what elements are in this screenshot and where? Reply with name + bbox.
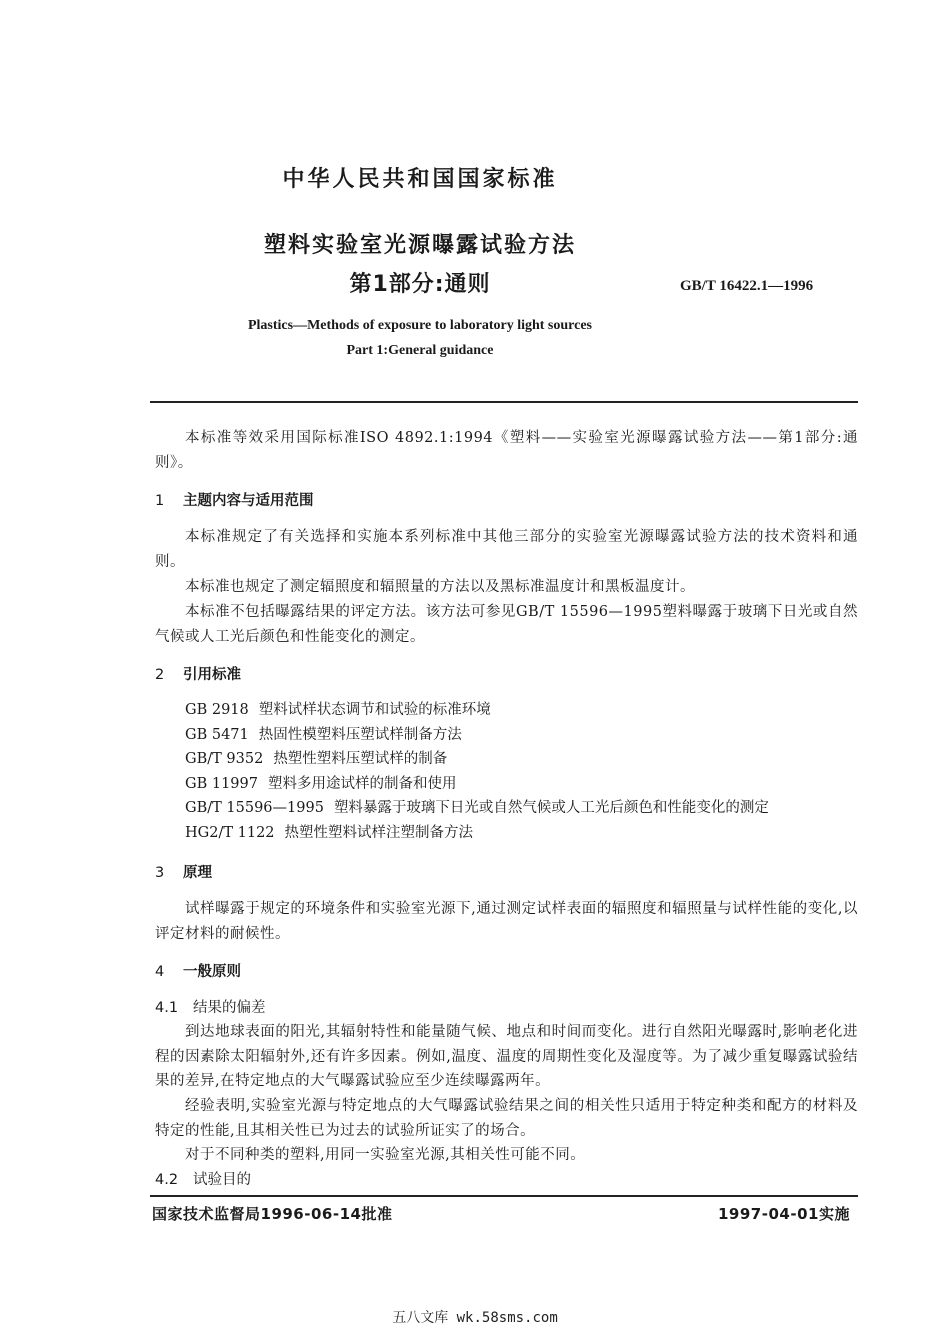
subsection-4-1-heading bbox=[155, 996, 266, 1017]
section-number: 3 bbox=[155, 865, 165, 881]
reference-item bbox=[185, 821, 769, 846]
section-4-heading bbox=[155, 960, 241, 981]
approval-date: 国家技术监督局1996-06-14批准 bbox=[152, 1205, 393, 1223]
section-3-heading bbox=[155, 861, 212, 882]
reference-item bbox=[185, 796, 769, 821]
section-number: 4 bbox=[155, 964, 165, 980]
title-en-line2: Part 1:General guidance bbox=[346, 343, 494, 358]
reference-title: 塑料多用途试样的制备和使用 bbox=[267, 775, 457, 792]
reference-code: GB 2918 bbox=[185, 702, 249, 718]
section-1-paragraph-3: 本标准不包括曝露结果的评定方法。该方法可参见GB/T 15596—1995塑料曝露于玻璃下日光或自然气候或人工光后颜色和性能变化的测定。 bbox=[155, 604, 858, 645]
footer-divider bbox=[150, 1195, 858, 1197]
reference-title: 热塑性塑料试样注塑制备方法 bbox=[284, 824, 474, 841]
section-title: 一般原则 bbox=[183, 964, 241, 980]
section-title: 引用标准 bbox=[183, 667, 241, 683]
reference-title: 热固性模塑料压塑试样制备方法 bbox=[258, 726, 462, 743]
title-cn-line1: 塑料实验室光源曝露试验方法 bbox=[263, 233, 576, 258]
section-number: 2 bbox=[155, 667, 165, 683]
subsection-number: 4.1 bbox=[155, 1000, 179, 1016]
subsection-4-1-paragraph-2: 经验表明,实验室光源与特定地点的大气曝露试验结果之间的相关性只适用于特定种类和配方的材料及特定的性能,且其相关性已为过去的试验所证实了的场合。 bbox=[155, 1098, 858, 1139]
section-3-paragraph-1: 试样曝露于规定的环境条件和实验室光源下,通过测定试样表面的辐照度和辐照量与试样性能的变化,以评定材料的耐候性。 bbox=[155, 901, 858, 942]
implementation-date: 1997-04-01实施 bbox=[718, 1205, 850, 1223]
reference-item bbox=[185, 698, 769, 723]
section-1-paragraph-2: 本标准也规定了测定辐照度和辐照量的方法以及黑标准温度计和黑板温度计。 bbox=[185, 579, 695, 595]
reference-title: 塑料暴露于玻璃下日光或自然气候或人工光后颜色和性能变化的测定 bbox=[333, 800, 769, 816]
subsection-4-1-paragraph-3: 对于不同种类的塑料,用同一实验室光源,其相关性可能不同。 bbox=[185, 1147, 586, 1163]
subsection-4-2-heading bbox=[155, 1168, 251, 1189]
reference-title: 热塑性塑料压塑试样的制备 bbox=[273, 751, 448, 767]
section-number: 1 bbox=[155, 493, 165, 509]
title-en-line1: Plastics—Methods of exposure to laboratory light sources bbox=[247, 318, 592, 333]
section-1-paragraph-1: 本标准规定了有关选择和实施本系列标准中其他三部分的实验室光源曝露试验方法的技术资料和通则。 bbox=[155, 529, 858, 570]
reference-code: GB/T 9352 bbox=[185, 751, 264, 767]
reference-item bbox=[185, 723, 769, 748]
watermark-text: 五八文库 wk.58sms.com bbox=[392, 1310, 558, 1326]
intro-paragraph: 本标准等效采用国际标准ISO 4892.1:1994《塑料——实验室光源曝露试验方法——第1部分:通则》。 bbox=[155, 430, 858, 471]
header-divider bbox=[150, 401, 858, 403]
subsection-title: 结果的偏差 bbox=[193, 1000, 266, 1016]
reference-title: 塑料试样状态调节和试验的标准环境 bbox=[258, 702, 491, 718]
section-title: 主题内容与适用范围 bbox=[183, 493, 314, 509]
standard-number: GB/T 16422.1—1996 bbox=[680, 278, 814, 294]
title-cn-line2: 第1部分:通则 bbox=[349, 272, 491, 297]
section-title: 原理 bbox=[183, 865, 212, 881]
reference-code: GB 11997 bbox=[185, 775, 258, 792]
section-2-heading bbox=[155, 663, 241, 684]
national-standard-heading: 中华人民共和国国家标准 bbox=[282, 167, 558, 192]
subsection-4-1-paragraph-1: 到达地球表面的阳光,其辐射特性和能量随气候、地点和时间而变化。进行自然阳光曝露时,影响老化进程的因素除太阳辐射外,还有许多因素。例如,温度、温度的周期性变化及湿度等。为了减少重复曝露试验结果的差异,在特定地点的大气曝露试验应至少连续曝露两年。 bbox=[155, 1024, 858, 1089]
reference-item bbox=[185, 747, 769, 772]
reference-code: GB/T 15596—1995 bbox=[185, 800, 324, 816]
section-1-heading bbox=[155, 489, 314, 510]
reference-code: HG2/T 1122 bbox=[185, 824, 275, 841]
subsection-title: 试验目的 bbox=[193, 1172, 251, 1188]
reference-code: GB 5471 bbox=[185, 726, 249, 743]
reference-item bbox=[185, 772, 769, 797]
reference-list bbox=[185, 698, 769, 845]
subsection-number: 4.2 bbox=[155, 1172, 179, 1188]
